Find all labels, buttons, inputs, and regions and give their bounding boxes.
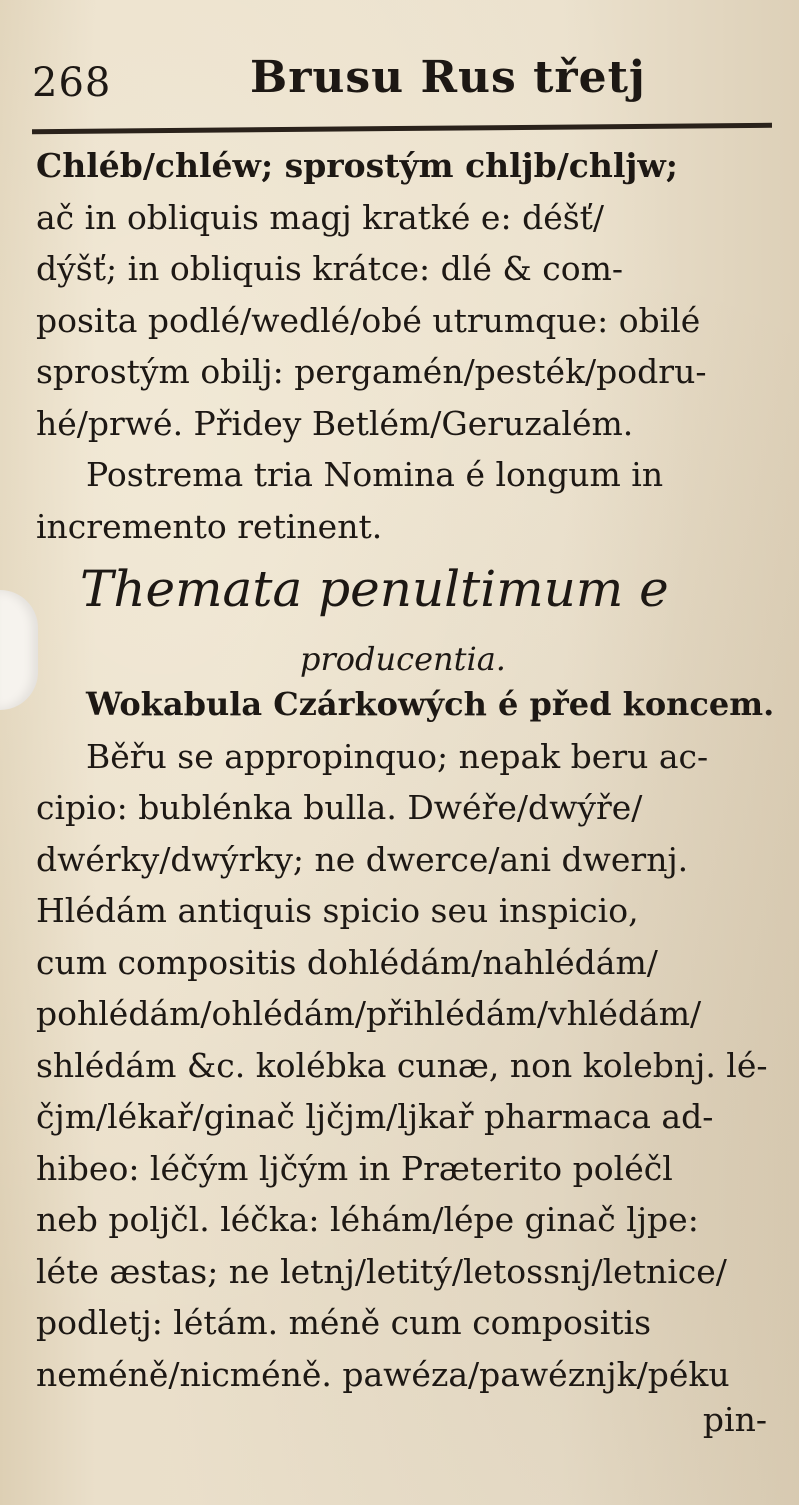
- text-line: cum compositis dohlédám/nahlédám/: [36, 942, 658, 982]
- text-line: podletj: létám. méně cum compositis: [36, 1303, 652, 1342]
- page-tear: [0, 590, 38, 710]
- section-subheading: producentia.: [300, 640, 506, 678]
- text-line: Běřu se appropinquo; nepak beru ac-: [86, 736, 709, 776]
- section-heading: Themata penultimum e: [80, 560, 669, 618]
- text-line: incremento retinent.: [36, 506, 383, 546]
- text-line: hibeo: léčým ljčým in Præterito poléčl: [36, 1148, 673, 1188]
- text-line: cipio: bublénka bulla. Dwéře/dwýře/: [36, 788, 643, 827]
- text-line: léte æstas; ne letnj/letitý/letossnj/letnice/: [36, 1251, 727, 1291]
- text-line: pohlédám/ohlédám/přihlédám/vhlédám/: [36, 994, 702, 1033]
- header-rule: [32, 123, 772, 134]
- text-line: Postrema tria Nomina é longum in: [86, 455, 664, 494]
- text-line: čjm/lékař/ginač ljčjm/ljkař pharmaca ad-: [36, 1097, 714, 1136]
- paragraph-3: [36, 680, 776, 1401]
- text-line: posita podlé/wedlé/obé utrumque: obilé: [36, 300, 701, 340]
- text-line: neméně/nicméně. pawéza/pawéznjk/péku: [36, 1354, 730, 1394]
- text-line: neb poljčl. léčka: léhám/lépe ginač ljpe:: [36, 1200, 699, 1239]
- text-line: dwérky/dwýrky; ne dwerce/ani dwernj.: [36, 839, 689, 879]
- text-line: sprostým obilj: pergamén/pesték/podru-: [36, 352, 707, 391]
- text-line: Chléb/chléw; sprostým chljb/chljw;: [36, 146, 678, 185]
- text-line: dýšť; in obliquis krátce: dlé & com-: [36, 249, 624, 288]
- text-line: Hlédám antiquis spicio seu inspicio,: [36, 891, 639, 930]
- catchword: pin-: [702, 1400, 767, 1439]
- page-number: 268: [32, 60, 112, 106]
- page-header: [32, 52, 772, 112]
- vocabulary-subtitle: Wokabula Czárkowých é před koncem.: [86, 685, 775, 723]
- paragraph-1: [36, 140, 776, 552]
- text-line: shlédám &c. kolébka cunæ, non kolebnj. lé-: [36, 1045, 768, 1085]
- text-line: hé/prwé. Přidey Betlém/Geruzalém.: [36, 403, 634, 443]
- running-head: Brusu Rus třetj: [250, 52, 646, 103]
- text-line: ač in obliquis magj kratké e: déšť/: [36, 197, 605, 237]
